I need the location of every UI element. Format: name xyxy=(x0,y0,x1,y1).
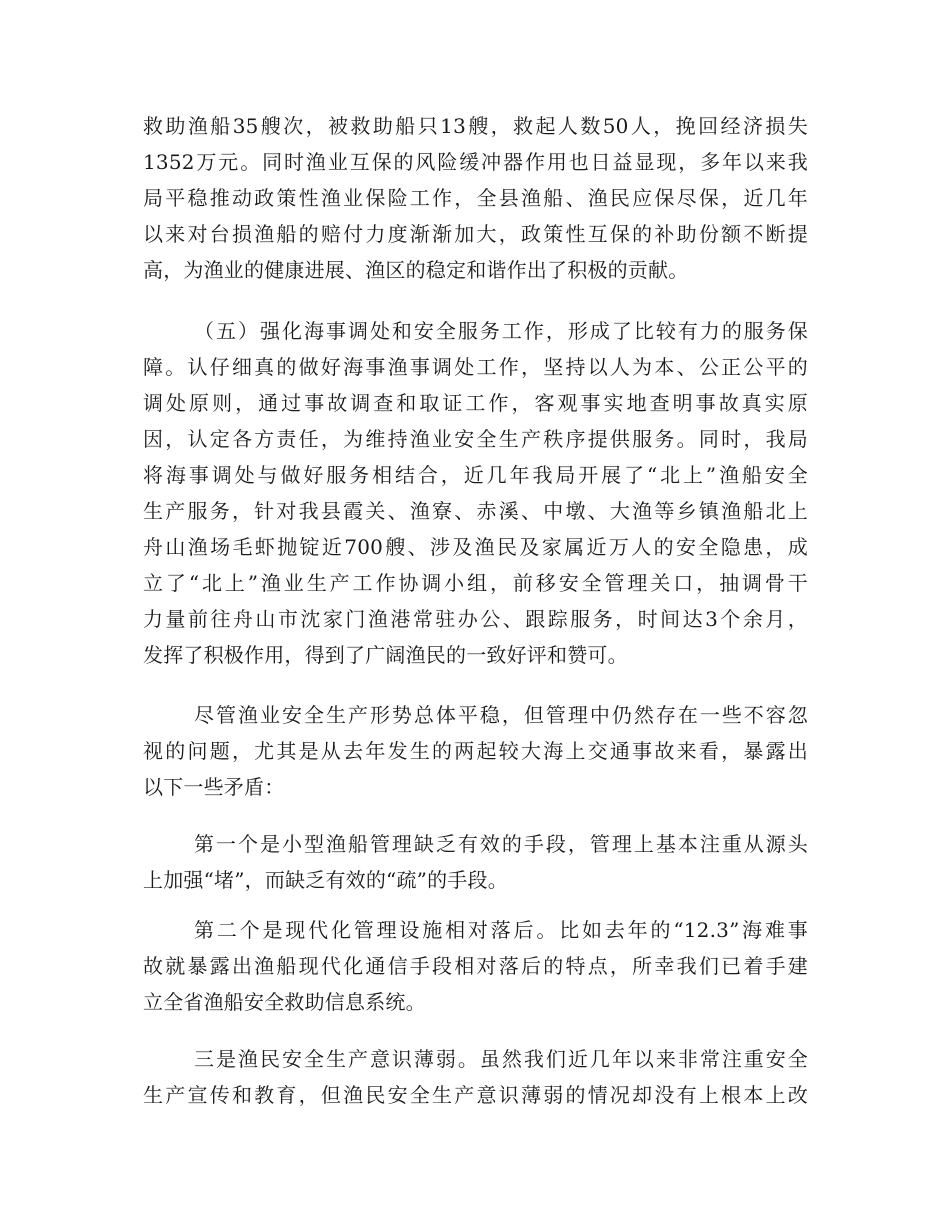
text-line: 障。认仔细真的做好海事渔事调处工作，坚持以人为本、公正公平的 xyxy=(143,355,808,379)
text-line: 视的问题，尤其是从去年发生的两起较大海上交通事故来看，暴露出 xyxy=(143,739,808,763)
text-line: 舟山渔场毛虾抛锭近700艘、涉及渔民及家属近万人的安全隐患，成 xyxy=(143,535,808,559)
text-line: 因，认定各方责任，为维持渔业安全生产秩序提供服务。同时，我局 xyxy=(143,427,808,451)
paragraph-problem-one xyxy=(143,826,808,898)
text-line: 以下一些矛盾： xyxy=(143,775,285,799)
text-line: 高，为渔业的健康进展、渔区的稳定和谐作出了积极的贡献。 xyxy=(143,258,689,282)
text-line: 调处原则，通过事故调查和取证工作，客观事实地查明事故真实原 xyxy=(143,391,808,415)
paragraph-rescue-summary xyxy=(143,108,808,288)
text-line: 上加强“堵”，而缺乏有效的“疏”的手段。 xyxy=(143,868,508,892)
paragraph-maritime-mediation xyxy=(143,313,808,673)
text-line: 发挥了积极作用，得到了广阔渔民的一致好评和赞可。 xyxy=(143,643,628,667)
text-line: 立了“北上”渔业生产工作协调小组，前移安全管理关口，抽调骨干 xyxy=(143,571,808,595)
text-line: 第二个是现代化管理设施相对落后。比如去年的“12.3”海难事 xyxy=(194,918,808,942)
text-line: 三是渔民安全生产意识薄弱。虽然我们近几年以来非常注重安全 xyxy=(194,1047,808,1071)
text-line: 以来对台损渔船的赔付力度渐渐加大，政策性互保的补助份额不断提 xyxy=(143,222,808,246)
paragraph-problem-two xyxy=(143,912,808,1020)
paragraph-problems-intro xyxy=(143,697,808,805)
text-line: 力量前往舟山市沈家门渔港常驻办公、跟踪服务，时间达3个余月， xyxy=(143,607,808,631)
text-line: 尽管渔业安全生产形势总体平稳，但管理中仍然存在一些不容忽 xyxy=(194,703,808,727)
text-line: 1352万元。同时渔业互保的风险缓冲器作用也日益显现，多年以来我 xyxy=(143,150,808,174)
text-line: 生产服务，针对我县霞关、渔寮、赤溪、中墩、大渔等乡镇渔船北上 xyxy=(143,499,808,523)
text-line: 生产宣传和教育，但渔民安全生产意识薄弱的情况却没有上根本上改 xyxy=(143,1083,808,1107)
text-line: 救助渔船35艘次，被救助船只13艘，救起人数50人，挽回经济损失 xyxy=(143,114,808,138)
text-line: 第一个是小型渔船管理缺乏有效的手段，管理上基本注重从源头 xyxy=(194,832,808,856)
text-line: 将海事调处与做好服务相结合，近几年我局开展了“北上”渔船安全 xyxy=(143,463,808,487)
text-line: 立全省渔船安全救助信息系统。 xyxy=(143,990,426,1014)
text-line: 局平稳推动政策性渔业保险工作，全县渔船、渔民应保尽保，近几年 xyxy=(143,186,808,210)
paragraph-problem-three xyxy=(143,1041,808,1113)
text-line: （五）强化海事调处和安全服务工作，形成了比较有力的服务保 xyxy=(194,319,808,343)
text-line: 故就暴露出渔船现代化通信手段相对落后的特点，所幸我们已着手建 xyxy=(143,954,808,978)
